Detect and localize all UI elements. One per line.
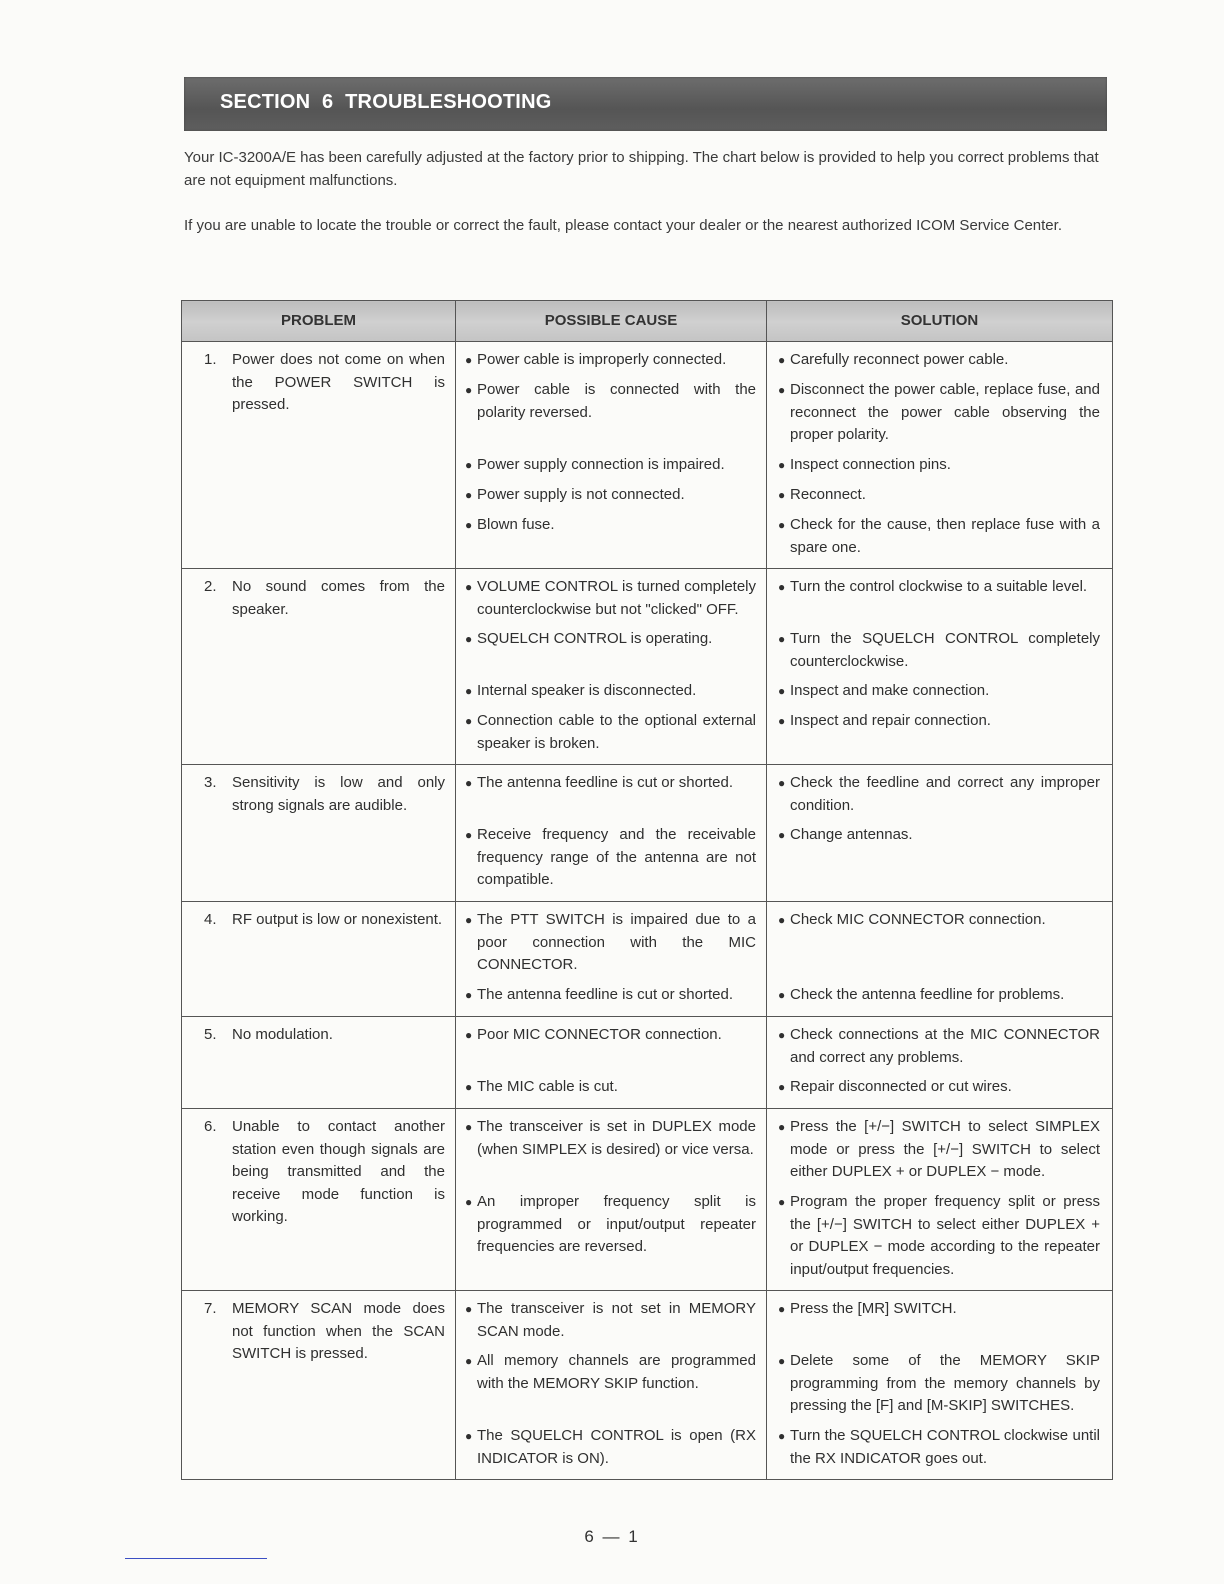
bullet-icon: ● — [465, 353, 473, 367]
cause-text: An improper frequency split is programmed or input/output repeater frequencies are reversed. — [477, 1193, 756, 1255]
cause-text: All memory channels are programmed with the MEMORY SKIP function. — [477, 1352, 756, 1392]
solution-text: Press the [+/−] SWITCH to select SIMPLEX mode or press the [+/−] SWITCH to select either DUPLEX + or DUPLEX − mode. — [790, 1118, 1100, 1180]
solution-item — [778, 1116, 1100, 1184]
table-row — [182, 342, 1113, 569]
intro-paragraph: Your IC-3200A/E has been carefully adjusted at the factory prior to shipping. The chart below is provided to help you correct problems that are not equipment malfunctions. — [184, 149, 1099, 189]
solution-cell — [767, 1017, 1113, 1109]
cause-item — [465, 349, 756, 372]
solution-item — [778, 349, 1100, 372]
solution-text: Program the proper frequency split or press the [+/−] SWITCH to select either DUPLEX + or DUPLEX − mode according to the repeater input/output frequencies. — [790, 1193, 1100, 1278]
solution-item — [778, 484, 1100, 507]
cause-item — [465, 1350, 756, 1418]
table-header-row — [182, 301, 1113, 342]
solution-text: Check for the cause, then replace fuse with a spare one. — [790, 516, 1100, 556]
cause-cell — [456, 902, 767, 1017]
problem-text: Sensitivity is low and only strong signals are audible. — [232, 774, 445, 814]
cause-item — [465, 454, 756, 477]
bullet-icon: ● — [778, 1195, 786, 1209]
page-number: 6 — 1 — [584, 1527, 640, 1546]
contact-paragraph: If you are unable to locate the trouble or correct the fault, please contact your dealer or the nearest authorized ICOM Service Center. — [184, 217, 1062, 234]
table-body — [182, 342, 1113, 1480]
cause-text: The transceiver is not set in MEMORY SCAN mode. — [477, 1300, 756, 1340]
cause-cell — [456, 1109, 767, 1291]
bullet-icon: ● — [778, 1080, 786, 1094]
bullet-icon: ● — [465, 776, 473, 790]
solution-text: Turn the SQUELCH CONTROL completely counterclockwise. — [790, 630, 1100, 670]
bullet-icon: ● — [465, 1028, 473, 1042]
solution-text: Delete some of the MEMORY SKIP programming from the memory channels by pressing the [F] and [M-SKIP] SWITCHES. — [790, 1352, 1100, 1414]
cause-text: The antenna feedline is cut or shorted. — [477, 986, 733, 1003]
bullet-icon: ● — [465, 1354, 473, 1368]
solution-item — [778, 576, 1100, 621]
bullet-icon: ● — [465, 1195, 473, 1209]
problem-cell — [182, 342, 456, 569]
bullet-icon: ● — [465, 580, 473, 594]
bullet-icon: ● — [778, 988, 786, 1002]
troubleshooting-table — [181, 300, 1113, 1480]
bullet-icon: ● — [465, 828, 473, 842]
solution-item — [778, 1425, 1100, 1470]
cause-text: Blown fuse. — [477, 516, 555, 533]
cause-item — [465, 1191, 756, 1281]
bullet-icon: ● — [465, 913, 473, 927]
solution-item — [778, 628, 1100, 673]
solution-item — [778, 680, 1100, 703]
cause-item — [465, 710, 756, 755]
cause-item — [465, 514, 756, 559]
bullet-icon: ● — [778, 1120, 786, 1134]
bullet-icon: ● — [778, 913, 786, 927]
solution-item — [778, 984, 1100, 1007]
bullet-icon: ● — [778, 1302, 786, 1316]
solution-text: Inspect and make connection. — [790, 682, 990, 699]
bullet-icon: ● — [465, 383, 473, 397]
bullet-icon: ● — [465, 458, 473, 472]
cause-item — [465, 1298, 756, 1343]
cause-text: The transceiver is set in DUPLEX mode (when SIMPLEX is desired) or vice versa. — [477, 1118, 756, 1158]
solution-item — [778, 1191, 1100, 1281]
solution-text: Repair disconnected or cut wires. — [790, 1078, 1012, 1095]
bullet-icon: ● — [465, 488, 473, 502]
bullet-icon: ● — [465, 684, 473, 698]
problem-cell — [182, 569, 456, 765]
solution-text: Check connections at the MIC CONNECTOR and correct any problems. — [790, 1026, 1100, 1066]
cause-text: The PTT SWITCH is impaired due to a poor connection with the MIC CONNECTOR. — [477, 911, 756, 973]
solution-item — [778, 379, 1100, 447]
bullet-icon: ● — [778, 1028, 786, 1042]
cause-text: The antenna feedline is cut or shorted. — [477, 774, 733, 791]
cause-text: Power cable is connected with the polarity reversed. — [477, 381, 756, 421]
cause-text: The MIC cable is cut. — [477, 1078, 618, 1095]
bullet-icon: ● — [465, 632, 473, 646]
cause-cell — [456, 765, 767, 902]
cause-text: VOLUME CONTROL is turned completely counterclockwise but not "clicked" OFF. — [477, 578, 756, 618]
solution-cell — [767, 342, 1113, 569]
table-row — [182, 765, 1113, 902]
bullet-icon: ● — [465, 988, 473, 1002]
cause-item — [465, 1425, 756, 1470]
cause-cell — [456, 342, 767, 569]
solution-text: Turn the SQUELCH CONTROL clockwise until the RX INDICATOR goes out. — [790, 1427, 1100, 1467]
column-header-solution: SOLUTION — [767, 301, 1113, 342]
cause-item — [465, 1116, 756, 1184]
column-header-cause: POSSIBLE CAUSE — [456, 301, 767, 342]
bullet-icon: ● — [778, 776, 786, 790]
solution-cell — [767, 1291, 1113, 1480]
solution-text: Inspect and repair connection. — [790, 712, 991, 729]
solution-item — [778, 772, 1100, 817]
problem-number: 3. — [204, 774, 217, 791]
solution-text: Inspect connection pins. — [790, 456, 951, 473]
problem-text: MEMORY SCAN mode does not function when the SCAN SWITCH is pressed. — [232, 1300, 445, 1362]
problem-cell — [182, 1291, 456, 1480]
bullet-icon: ● — [778, 1429, 786, 1443]
problem-cell — [182, 765, 456, 902]
solution-text: Press the [MR] SWITCH. — [790, 1300, 957, 1317]
cause-text: Power supply connection is impaired. — [477, 456, 725, 473]
solution-item — [778, 1350, 1100, 1418]
cause-cell — [456, 1291, 767, 1480]
bullet-icon: ● — [778, 580, 786, 594]
cause-text: The SQUELCH CONTROL is open (RX INDICATOR is ON). — [477, 1427, 756, 1467]
cause-text: Receive frequency and the receivable frequency range of the antenna are not compatible. — [477, 826, 756, 888]
section-title: SECTION 6 TROUBLESHOOTING — [220, 91, 552, 113]
cause-item — [465, 680, 756, 703]
cause-cell — [456, 1017, 767, 1109]
solution-item — [778, 1076, 1100, 1099]
bullet-icon: ● — [778, 488, 786, 502]
solution-cell — [767, 569, 1113, 765]
bullet-icon: ● — [778, 1354, 786, 1368]
problem-text: No modulation. — [232, 1026, 333, 1043]
table-row — [182, 1017, 1113, 1109]
bullet-icon: ● — [778, 518, 786, 532]
cause-item — [465, 628, 756, 673]
solution-text: Turn the control clockwise to a suitable level. — [790, 578, 1088, 595]
solution-text: Check the feedline and correct any improper condition. — [790, 774, 1100, 814]
problem-text: Unable to contact another station even though signals are being transmitted and the receive mode function is working. — [232, 1118, 445, 1225]
problem-text: Power does not come on when the POWER SWITCH is pressed. — [232, 351, 445, 413]
solution-text: Change antennas. — [790, 826, 913, 843]
table-row — [182, 1291, 1113, 1480]
solution-cell — [767, 765, 1113, 902]
cause-item — [465, 484, 756, 507]
solution-item — [778, 1024, 1100, 1069]
bullet-icon: ● — [465, 1302, 473, 1316]
cause-item — [465, 824, 756, 892]
bullet-icon: ● — [778, 458, 786, 472]
solution-cell — [767, 1109, 1113, 1291]
solution-text: Carefully reconnect power cable. — [790, 351, 1009, 368]
solution-cell — [767, 902, 1113, 1017]
bullet-icon: ● — [465, 1080, 473, 1094]
cause-text: Internal speaker is disconnected. — [477, 682, 697, 699]
bullet-icon: ● — [778, 828, 786, 842]
cause-cell — [456, 569, 767, 765]
solution-item — [778, 710, 1100, 755]
solution-text: Disconnect the power cable, replace fuse, and reconnect the power cable observing the proper polarity. — [790, 381, 1100, 443]
cause-item — [465, 379, 756, 447]
problem-text: RF output is low or nonexistent. — [232, 911, 443, 928]
cause-text: Power supply is not connected. — [477, 486, 685, 503]
problem-cell — [182, 902, 456, 1017]
cause-item — [465, 909, 756, 977]
cause-item — [465, 576, 756, 621]
cause-text: Power cable is improperly connected. — [477, 351, 727, 368]
bullet-icon: ● — [465, 714, 473, 728]
problem-number: 4. — [204, 911, 217, 928]
cause-item — [465, 772, 756, 817]
bullet-icon: ● — [465, 518, 473, 532]
problem-cell — [182, 1017, 456, 1109]
solution-text: Reconnect. — [790, 486, 866, 503]
solution-item — [778, 909, 1100, 977]
solution-item — [778, 1298, 1100, 1343]
problem-text: No sound comes from the speaker. — [232, 578, 445, 618]
table-row — [182, 569, 1113, 765]
problem-cell — [182, 1109, 456, 1291]
cause-item — [465, 984, 756, 1007]
problem-number: 1. — [204, 351, 217, 368]
bullet-icon: ● — [465, 1429, 473, 1443]
problem-number: 6. — [204, 1118, 217, 1135]
problem-number: 7. — [204, 1300, 217, 1317]
solution-text: Check MIC CONNECTOR connection. — [790, 911, 1046, 928]
bullet-icon: ● — [778, 383, 786, 397]
bullet-icon: ● — [778, 684, 786, 698]
problem-number: 2. — [204, 578, 217, 595]
cause-text: SQUELCH CONTROL is operating. — [477, 630, 713, 647]
cause-item — [465, 1024, 756, 1069]
solution-item — [778, 824, 1100, 892]
solution-text: Check the antenna feedline for problems. — [790, 986, 1065, 1003]
table-row — [182, 902, 1113, 1017]
bullet-icon: ● — [778, 632, 786, 646]
section-header-banner — [184, 77, 1107, 131]
cause-text: Connection cable to the optional external speaker is broken. — [477, 712, 756, 752]
solution-item — [778, 514, 1100, 559]
bullet-icon: ● — [778, 714, 786, 728]
bullet-icon: ● — [465, 1120, 473, 1134]
problem-number: 5. — [204, 1026, 217, 1043]
column-header-problem: PROBLEM — [182, 301, 456, 342]
cause-text: Poor MIC CONNECTOR connection. — [477, 1026, 722, 1043]
solution-item — [778, 454, 1100, 477]
cause-item — [465, 1076, 756, 1099]
bullet-icon: ● — [778, 353, 786, 367]
footer-rule — [125, 1558, 267, 1559]
table-row — [182, 1109, 1113, 1291]
